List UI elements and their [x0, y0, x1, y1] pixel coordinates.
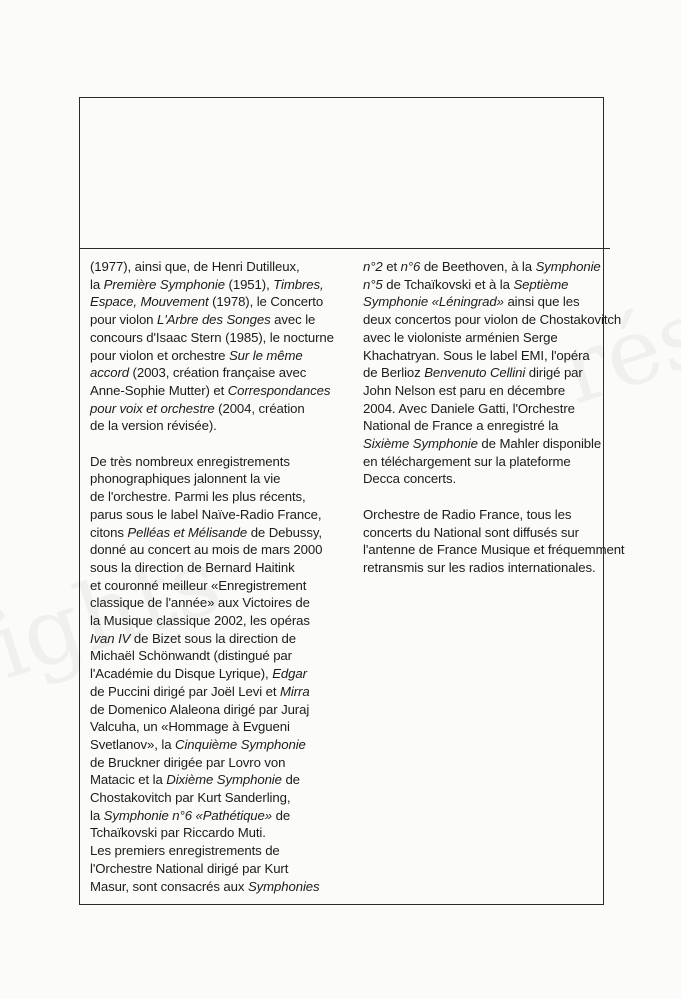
- text-line: Matacic et la Dixième Symphonie de: [90, 772, 300, 788]
- text-line: Valcuha, un «Hommage à Evgueni: [90, 719, 290, 735]
- text-line: avec le violoniste arménien Serge: [363, 329, 558, 345]
- text-line: concours d'Isaac Stern (1985), le nocturne: [90, 329, 334, 345]
- text-line: deux concertos pour violon de Chostakovitch: [363, 312, 622, 328]
- text-line: n°2 et n°6 de Beethoven, à la Symphonie: [363, 259, 601, 274]
- text-line: phonographiques jalonnent la vie: [90, 471, 281, 487]
- text-line: de la version révisée).: [90, 418, 217, 434]
- text-line: n°5 de Tchaïkovski et à la Septième: [363, 276, 569, 292]
- text-line: parus sous le label Naïve-Radio France,: [90, 506, 322, 522]
- right-text-column: [363, 258, 625, 577]
- text-line: de Puccini dirigé par Joël Levi et Mirra: [90, 683, 310, 699]
- text-line: de Berlioz Benvenuto Cellini dirigé par: [363, 365, 583, 381]
- left_column-paragraph: [90, 453, 340, 896]
- text-line: Les premiers enregistrements de: [90, 843, 280, 859]
- left_column-paragraph: [90, 258, 340, 435]
- text-line: retransmis sur les radios internationales.: [363, 559, 596, 575]
- text-line: la Musique classique 2002, les opéras: [90, 613, 310, 629]
- left-text-column: [90, 258, 340, 895]
- text-line: la Symphonie n°6 «Pathétique» de: [90, 807, 291, 823]
- text-line: Orchestre de Radio France, tous les: [363, 506, 572, 522]
- text-line: pour violon L'Arbre des Songes avec le: [90, 312, 316, 328]
- text-line: Sixième Symphonie de Mahler disponible: [363, 436, 602, 452]
- text-line: Symphonie «Léningrad» ainsi que les: [363, 294, 580, 310]
- text-line: Ivan IV de Bizet sous la direction de: [90, 630, 296, 646]
- text-line: de l'orchestre. Parmi les plus récents,: [90, 489, 306, 505]
- text-line: Tchaïkovski par Riccardo Muti.: [90, 825, 266, 841]
- text-line: de Bruckner dirigée par Lovro von: [90, 754, 286, 770]
- text-line: National de France a enregistré la: [363, 418, 559, 434]
- text-line: Decca concerts.: [363, 471, 457, 487]
- text-line: De très nombreux enregistrements: [90, 453, 290, 469]
- text-line: sous la direction de Bernard Haitink: [90, 559, 295, 575]
- text-line: l'Orchestre National dirigé par Kurt: [90, 860, 289, 876]
- text-line: pour voix et orchestre (2004, création: [90, 400, 305, 416]
- text-line: Chostakovitch par Kurt Sanderling,: [90, 790, 291, 806]
- text-line: Michaël Schönwandt (distingué par: [90, 648, 292, 664]
- right_column-paragraph: [363, 506, 625, 577]
- text-line: Anne-Sophie Mutter) et Correspondances: [90, 382, 331, 398]
- text-line: citons Pelléas et Mélisande de Debussy,: [90, 524, 322, 540]
- right_column-paragraph: [363, 258, 622, 488]
- text-line: Khachatryan. Sous le label EMI, l'opéra: [363, 347, 590, 363]
- text-line: la Première Symphonie (1951), Timbres,: [90, 276, 324, 292]
- text-line: Espace, Mouvement (1978), le Concerto: [90, 294, 324, 310]
- text-line: de Domenico Alaleona dirigé par Juraj: [90, 701, 310, 717]
- text-line: l'antenne de France Musique et fréquemment: [363, 542, 625, 558]
- text-line: et couronné meilleur «Enregistrement: [90, 577, 307, 593]
- text-line: classique de l'année» aux Victoires de: [90, 595, 310, 611]
- header-divider: [79, 248, 610, 249]
- text-line: pour violon et orchestre Sur le même: [90, 347, 303, 363]
- text-line: accord (2003, création française avec: [90, 365, 307, 381]
- text-line: donné au concert au mois de mars 2000: [90, 542, 323, 558]
- text-line: John Nelson est paru en décembre: [363, 382, 566, 398]
- text-line: concerts du National sont diffusés sur: [363, 524, 579, 540]
- text-line: en téléchargement sur la plateforme: [363, 453, 571, 469]
- text-line: Svetlanov», la Cinquième Symphonie: [90, 736, 306, 752]
- text-line: l'Académie du Disque Lyrique), Edgar: [90, 666, 307, 682]
- text-line: Masur, sont consacrés aux Symphonies: [90, 878, 320, 894]
- text-line: 2004. Avec Daniele Gatti, l'Orchestre: [363, 400, 575, 416]
- text-line: (1977), ainsi que, de Henri Dutilleux,: [90, 259, 300, 274]
